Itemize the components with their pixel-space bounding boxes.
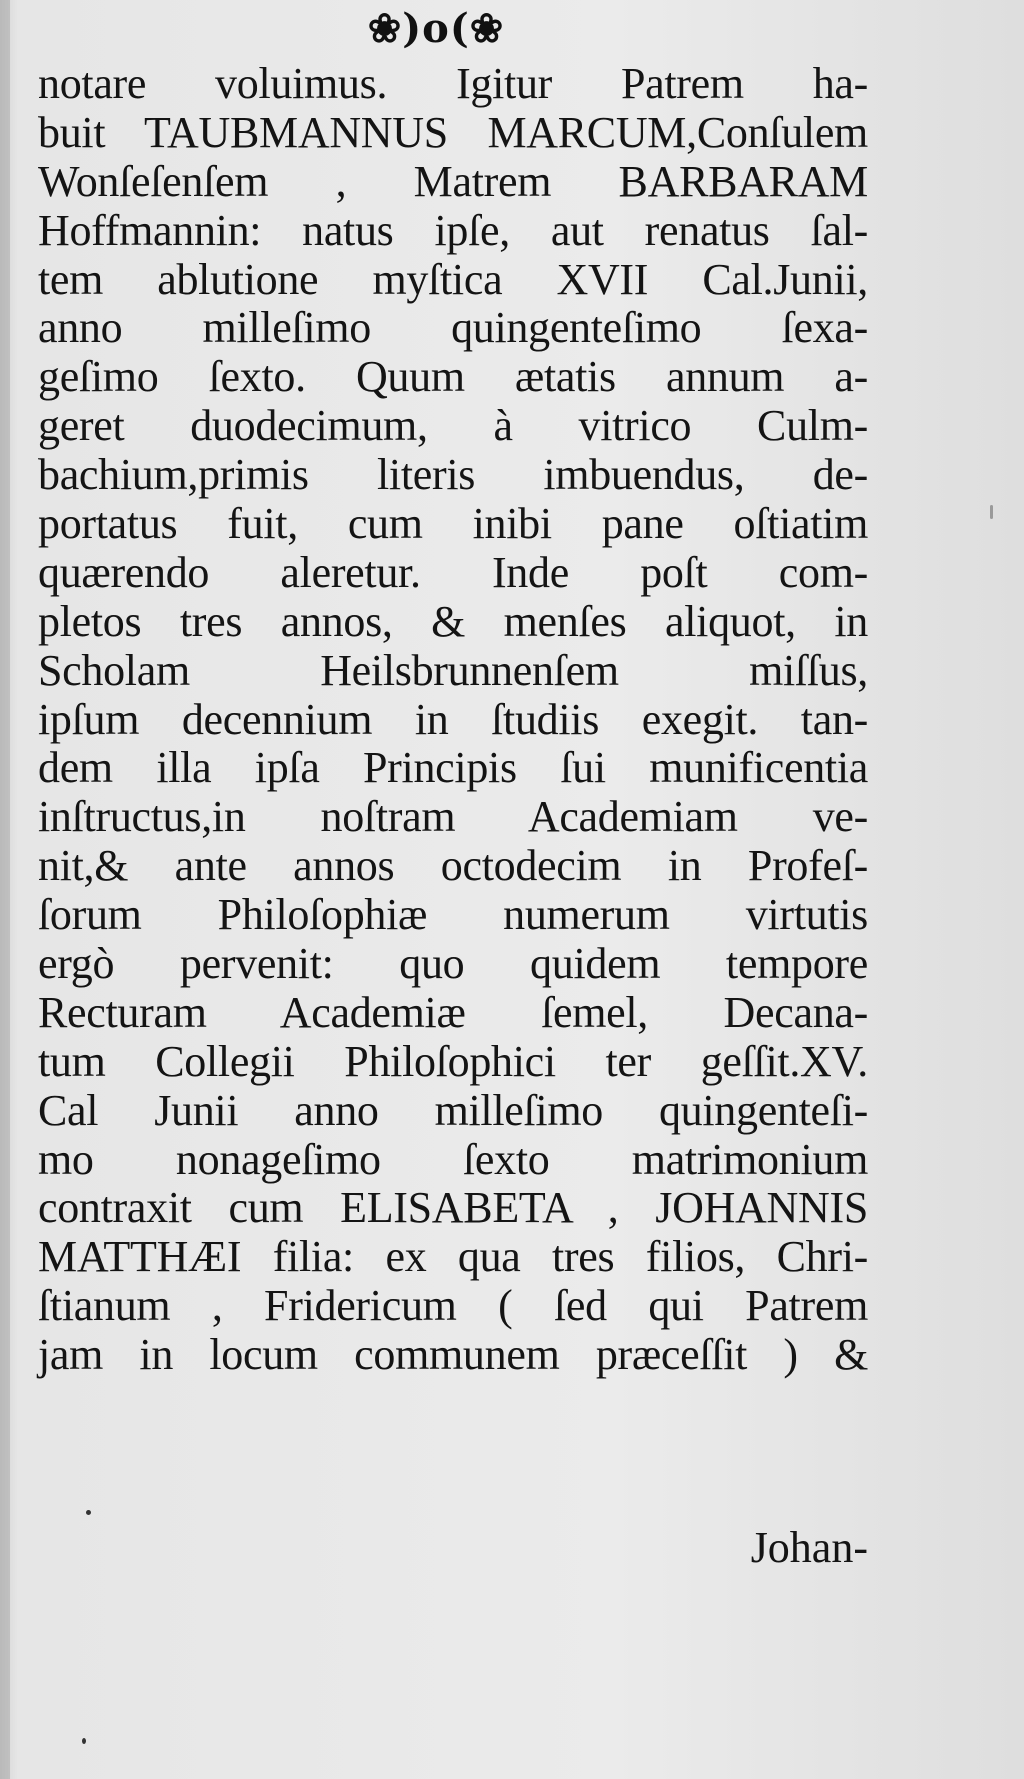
print-speck <box>990 505 993 519</box>
text-line: inſtructus,in noſtram Academiam ve- <box>38 792 868 842</box>
print-speck <box>86 1510 91 1515</box>
text-line: geſimo ſexto. Quum ætatis annum a- <box>38 352 868 402</box>
text-line: ergò pervenit: quo quidem tempore <box>38 939 868 989</box>
text-line: Scholam Heilsbrunnenſem miſſus, <box>38 645 868 695</box>
text-line: Wonſeſenſem , Matrem BARBARAM <box>38 156 868 206</box>
header-ornament-glyphs: ❀)o(❀ <box>367 5 505 52</box>
text-line: MATTHÆI filia: ex qua tres filios, Chri- <box>38 1232 868 1282</box>
text-line: anno milleſimo quingenteſimo ſexa- <box>38 303 868 353</box>
text-line: contraxit cum ELISABETA , JOHANNIS <box>38 1183 868 1233</box>
catchword: Johan- <box>750 1523 868 1572</box>
text-line: notare voluimus. Igitur Patrem ha- <box>38 59 868 108</box>
text-line: mo nonageſimo ſexto matrimonium <box>38 1134 868 1184</box>
text-line: geret duodecimum, à vitrico Culm- <box>38 401 868 451</box>
text-line: pletos tres annos, & menſes aliquot, in <box>38 596 868 646</box>
text-line: portatus fuit, cum inibi pane oſtiatim <box>38 499 868 549</box>
text-line: buit TAUBMANNUS MARCUM,Conſulem <box>38 107 868 157</box>
text-line: bachium,primis literis imbuendus, de- <box>38 450 868 500</box>
text-line: ſtianum , Fridericum ( ſed qui Patrem <box>38 1281 868 1331</box>
text-line: ſorum Philoſophiæ numerum virtutis <box>38 890 868 940</box>
text-line: Hoffmannin: natus ipſe, aut renatus ſal- <box>38 205 868 255</box>
text-line: Cal Junii anno milleſimo quingenteſi- <box>38 1085 868 1135</box>
text-line: Recturam Academiæ ſemel, Decana- <box>38 987 868 1037</box>
page-header-ornament <box>346 6 526 52</box>
text-line: jam in locum communem præceſſit ) & <box>38 1330 868 1380</box>
page-gutter-shadow <box>0 0 10 1779</box>
text-line: ipſum decennium in ſtudiis exegit. tan- <box>38 694 868 744</box>
text-line: nit,& ante annos octodecim in Profeſ- <box>38 841 868 891</box>
text-line: dem illa ipſa Principis ſui munificentia <box>38 743 868 793</box>
text-line: tem ablutione myſtica XVII Cal.Junii, <box>38 254 868 304</box>
main-text-block <box>38 60 868 1380</box>
print-speck <box>82 1738 86 1744</box>
text-line: tum Collegii Philoſophici ter geſſit.XV. <box>38 1036 868 1086</box>
text-line: quærendo aleretur. Inde poſt com- <box>38 547 868 597</box>
